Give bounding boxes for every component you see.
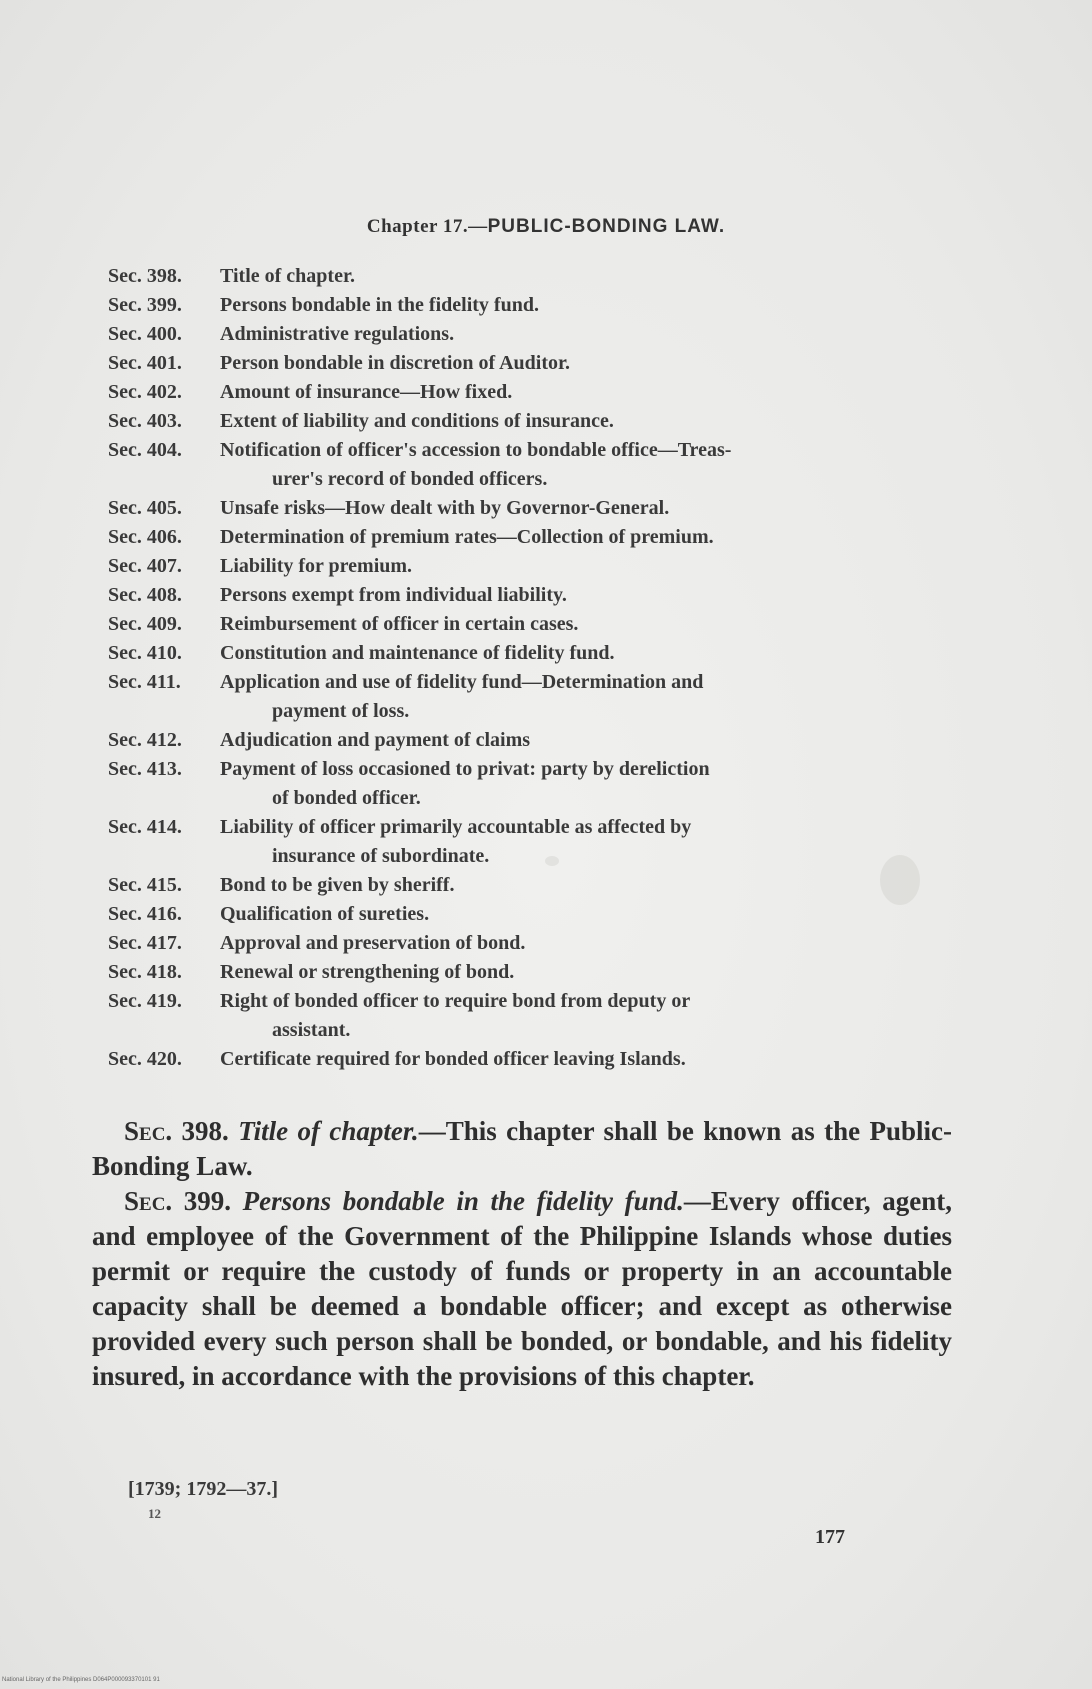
toc-section-title <box>220 378 958 407</box>
toc-item <box>108 813 958 871</box>
toc-section-title <box>220 871 958 900</box>
toc-item <box>108 581 958 610</box>
toc-title-line: Person bondable in discretion of Auditor. <box>220 352 571 374</box>
toc-title-line: Determination of premium rates—Collection of premium. <box>220 526 714 548</box>
citation: [1739; 1792—37.] <box>128 1478 278 1500</box>
toc-item <box>108 726 958 755</box>
toc-section-title <box>220 349 958 378</box>
toc-item <box>108 871 958 900</box>
toc-title-continuation: of bonded officer. <box>272 787 421 809</box>
toc-title-line: Unsafe risks—How dealt with by Governor-General. <box>220 497 670 519</box>
toc-section-number: Sec. 416. <box>108 903 182 925</box>
toc-title-line: Persons bondable in the fidelity fund. <box>220 294 539 316</box>
toc-section-number: Sec. 418. <box>108 961 182 983</box>
toc-title-line: Amount of insurance—How fixed. <box>220 381 513 403</box>
toc-section-title <box>220 929 958 958</box>
toc-item <box>108 378 958 407</box>
toc-section-title <box>220 900 958 929</box>
section-label: Sec. 398. <box>124 1116 229 1146</box>
toc-item <box>108 958 958 987</box>
page-number: 177 <box>815 1526 845 1548</box>
toc-item <box>108 407 958 436</box>
toc-section-title <box>220 813 958 871</box>
toc-item <box>108 552 958 581</box>
toc-section-title <box>220 668 958 726</box>
section-body: —Every officer, agent, and employee of the Government of the Philippine Islands whose duties permit or require the custody of funds or property in an accountable capacity shall be deemed a bondable officer; and except as otherwise provided every such person shall be bonded, or bondable, and his fidelity insured, in accordance with the provisions of this chapter. <box>92 1186 953 1391</box>
toc-section-number: Sec. 419. <box>108 990 182 1012</box>
toc-title-line: Notification of officer's accession to bondable office—Treas- <box>220 439 732 461</box>
toc-item <box>108 639 958 668</box>
toc-item <box>108 523 958 552</box>
toc-section-title <box>220 639 958 668</box>
toc-section-number: Sec. 407. <box>108 555 182 577</box>
toc-section-title <box>220 320 958 349</box>
section-heading: Title of chapter. <box>238 1116 419 1146</box>
chapter-prefix: Chapter 17.— <box>366 216 488 237</box>
toc-title-line: Liability of officer primarily accountable as affected by <box>220 816 692 838</box>
toc-section-title <box>220 262 958 291</box>
toc-title-continuation: assistant. <box>272 1019 351 1041</box>
toc-title-line: Qualification of sureties. <box>220 903 430 925</box>
toc-title-line: Title of chapter. <box>220 265 355 287</box>
toc-item <box>108 929 958 958</box>
section-body: —This chapter shall be known as the Public-Bonding Law. <box>92 1116 952 1181</box>
table-of-contents <box>108 262 958 1074</box>
toc-title-line: Reimbursement of officer in certain cases. <box>220 613 579 635</box>
toc-title-line: Persons exempt from individual liability. <box>220 584 567 606</box>
section-text <box>92 1114 952 1394</box>
toc-section-title <box>220 291 958 320</box>
toc-title-line: Extent of liability and conditions of insurance. <box>220 410 614 432</box>
section-heading: Persons bondable in the fidelity fund. <box>242 1186 684 1216</box>
toc-section-number: Sec. 402. <box>108 381 182 403</box>
toc-title-line: Application and use of fidelity fund—Determination and <box>220 671 704 693</box>
chapter-title <box>0 216 1092 238</box>
toc-title-line: Approval and preservation of bond. <box>220 932 526 954</box>
toc-item <box>108 1045 958 1074</box>
toc-section-title <box>220 552 958 581</box>
toc-title-line: Constitution and maintenance of fidelity fund. <box>220 642 615 664</box>
section-paragraph <box>92 1184 952 1394</box>
toc-item <box>108 900 958 929</box>
toc-section-number: Sec. 415. <box>108 874 182 896</box>
toc-item <box>108 262 958 291</box>
toc-section-title <box>220 494 958 523</box>
toc-section-title <box>220 610 958 639</box>
toc-title-line: Renewal or strengthening of bond. <box>220 961 515 983</box>
toc-item <box>108 320 958 349</box>
toc-section-title <box>220 436 958 494</box>
signature-mark: 12 <box>148 1506 161 1521</box>
section-paragraph <box>92 1114 952 1184</box>
toc-title-line: Certificate required for bonded officer leaving Islands. <box>220 1048 686 1070</box>
toc-section-title <box>220 987 958 1045</box>
toc-section-number: Sec. 411. <box>108 671 181 693</box>
toc-section-number: Sec. 405. <box>108 497 182 519</box>
toc-item <box>108 668 958 726</box>
toc-title-line: Bond to be given by sheriff. <box>220 874 455 896</box>
toc-item <box>108 987 958 1045</box>
toc-section-title <box>220 581 958 610</box>
toc-section-number: Sec. 403. <box>108 410 182 432</box>
toc-section-number: Sec. 412. <box>108 729 182 751</box>
toc-item <box>108 291 958 320</box>
toc-section-number: Sec. 408. <box>108 584 182 606</box>
toc-section-number: Sec. 417. <box>108 932 182 954</box>
toc-item <box>108 494 958 523</box>
toc-section-number: Sec. 404. <box>108 439 182 461</box>
section-label: Sec. 399. <box>124 1186 232 1216</box>
toc-section-number: Sec. 409. <box>108 613 182 635</box>
toc-section-number: Sec. 401. <box>108 352 182 374</box>
toc-item <box>108 755 958 813</box>
toc-section-number: Sec. 398. <box>108 265 182 287</box>
toc-title-continuation: insurance of subordinate. <box>272 845 490 867</box>
toc-section-number: Sec. 410. <box>108 642 182 664</box>
toc-section-title <box>220 958 958 987</box>
toc-title-line: Liability for premium. <box>220 555 413 577</box>
toc-section-number: Sec. 400. <box>108 323 182 345</box>
toc-section-title <box>220 1045 958 1074</box>
toc-title-line: Right of bonded officer to require bond from deputy or <box>220 990 691 1012</box>
toc-section-number: Sec. 414. <box>108 816 182 838</box>
toc-title-continuation: urer's record of bonded officers. <box>272 468 548 490</box>
chapter-name: PUBLIC-BONDING LAW. <box>487 216 726 237</box>
footer-credit: National Library of the Philippines D064P000093370101 91 <box>2 1677 160 1683</box>
toc-section-title <box>220 726 958 755</box>
toc-section-title <box>220 523 958 552</box>
toc-section-number: Sec. 420. <box>108 1048 182 1070</box>
toc-section-number: Sec. 399. <box>108 294 182 316</box>
toc-item <box>108 436 958 494</box>
toc-section-number: Sec. 413. <box>108 758 182 780</box>
toc-title-line: Administrative regulations. <box>220 323 455 345</box>
toc-section-number: Sec. 406. <box>108 526 182 548</box>
toc-title-continuation: payment of loss. <box>272 700 410 722</box>
toc-title-line: Payment of loss occasioned to privat: party by dereliction <box>220 758 710 780</box>
toc-section-title <box>220 407 958 436</box>
toc-item <box>108 349 958 378</box>
toc-section-title <box>220 755 958 813</box>
toc-item <box>108 610 958 639</box>
toc-title-line: Adjudication and payment of claims <box>220 729 531 751</box>
